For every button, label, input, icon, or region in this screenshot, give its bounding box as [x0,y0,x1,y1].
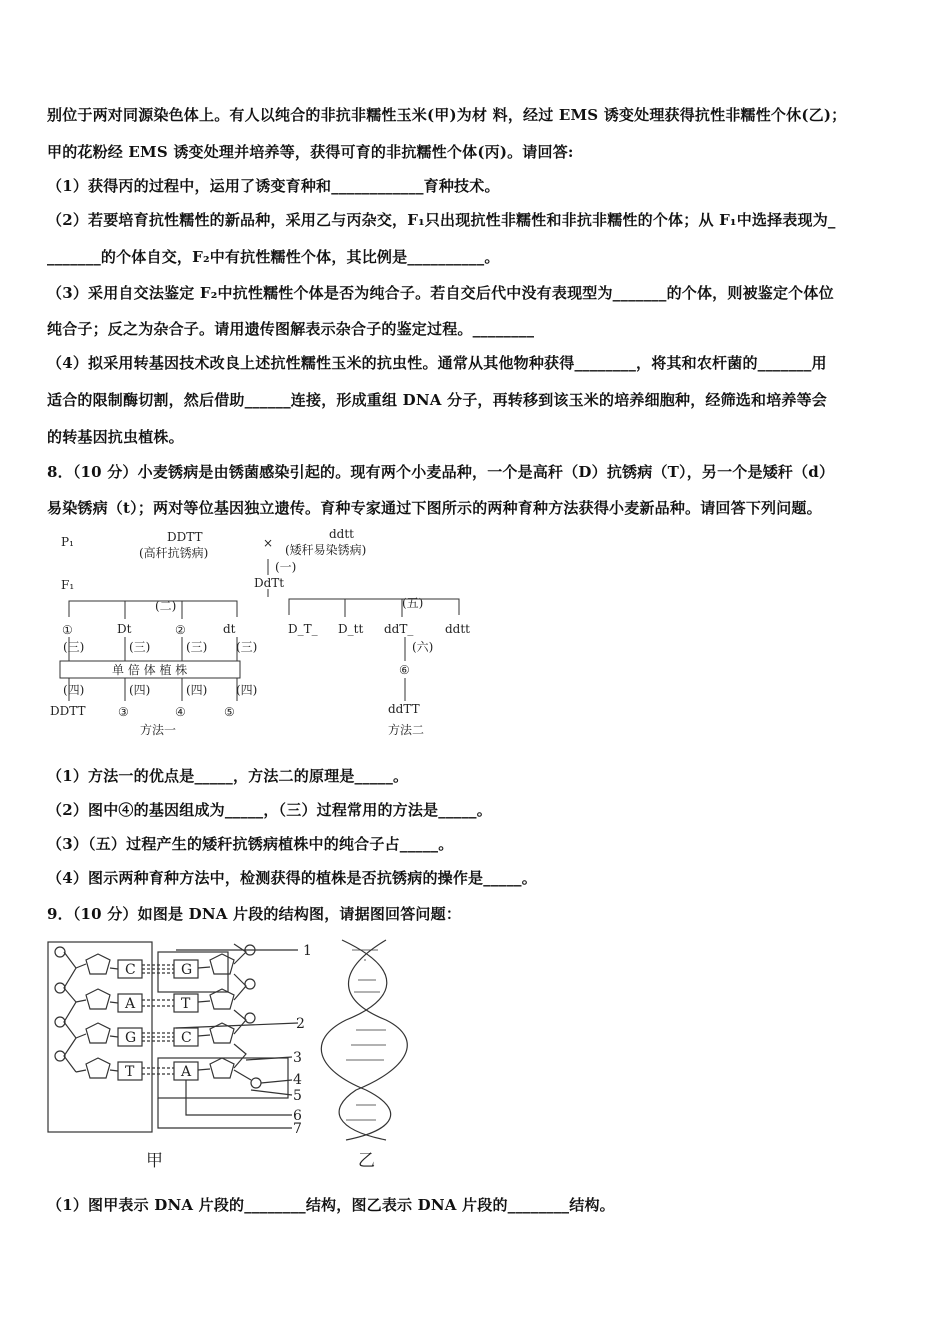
product-6: ⑥ [399,663,410,677]
step-3d: (三) [236,640,258,654]
label-1: 1 [303,943,312,959]
geno-ddtt: ddtt [445,622,471,636]
gamete-1: ① [62,623,73,637]
f1-label: F₁ [61,578,75,592]
label-2: 2 [296,1016,305,1032]
output-4: ④ [175,705,186,719]
label-4: 4 [293,1072,302,1088]
text-line-2: 甲的花粉经 EMS 诱变处理并培养等，获得可育的非抗糯性个体(丙)。请回答: [47,143,574,161]
ddtt-parent-2: ddtt [329,527,355,541]
base-left-2: A [125,996,136,1012]
geno-d-tt: D_tt [338,622,364,636]
step-3b: (三) [129,640,151,654]
step-4d: (四) [236,683,258,697]
base-right-2: T [181,996,191,1012]
base-right-1: G [181,962,193,978]
question-2: （2）若要培育抗性糯性的新品种，采用乙与丙杂交，F₁只出现抗性非糯性和非抗非糯性的个体；从 F₁中选择表现为_ [47,211,836,229]
base-right-4: A [181,1064,192,1080]
question-4-cont: 适合的限制酶切割，然后借助______连接，形成重组 DNA 分子，再转移到该玉米的培养细胞种，经筛选和培养等会 [47,391,828,409]
base-left-4: T [125,1064,135,1080]
step-3c: (三) [186,640,208,654]
label-7: 7 [293,1121,302,1137]
base-left-1: C [125,962,136,978]
question-2-cont: _______的个体自交，F₂中有抗性糯性个体，其比例是__________。 [47,248,500,266]
step-6: (六) [412,640,434,654]
geno-d-t: D_T_ [288,622,318,636]
question-4: （4）拟采用转基因技术改良上述抗性糯性玉米的抗虫性。通常从其他物种获得________，将其和农杆菌的_______用 [47,354,827,372]
output-3: ③ [118,705,129,719]
question-3: （3）采用自交法鉴定 F₂中抗性糯性个体是否为纯合子。若自交后代中没有表现型为_______的个体，则被鉴定个体位 [47,284,834,302]
gamete-dt: Dt [117,622,132,636]
result-ddtt: ddTT [388,702,420,716]
problem-9: 9．（10 分）如图是 DNA 片段的结构图，请据图回答问题： [47,905,462,923]
text-line-1: 别位于两对同源染色体上。有人以纯合的非抗非糯性玉米(甲)为材 料，经过 EMS 诱变处理获得抗性非糯性个休(乙)； [47,106,847,124]
problem-8: 8．（10 分）小麦锈病是由锈菌感染引起的。现有两个小麦品种，一个是高秆（D）抗锈病（T），另一个是矮秆（d） [47,463,835,481]
label-jia: 甲 [146,1151,163,1171]
gamete-dt2: dt [223,622,236,636]
question-3-cont: 纯合子；反之为杂合子。请用遗传图解表示杂合子的鉴定过程。________ [47,320,535,338]
label-6: 6 [293,1108,302,1124]
short-sus-label: (矮秆易染锈病) [285,543,367,557]
problem-8-q4: （4）图示两种育种方法中，检测获得的植株是否抗锈病的操作是_____。 [47,869,537,887]
method-two: 方法二 [388,723,425,737]
problem-8-q2: （2）图中④的基因组成为_____，（三）过程常用的方法是_____。 [47,801,492,819]
problem-8-q3: （3）（五）过程产生的矮秆抗锈病植株中的纯合子占_____。 [47,835,454,853]
step-4c: (四) [186,683,208,697]
problem-9-q1: （1）图甲表示 DNA 片段的________结构，图乙表示 DNA 片段的________结构。 [47,1196,615,1214]
step-4a: (四) [63,683,85,697]
ddtt-parent: DDTT [167,530,203,544]
method-one: 方法一 [140,723,177,737]
base-right-3: C [181,1030,192,1046]
question-1: （1）获得丙的过程中，运用了诱变育种和____________育种技术。 [47,177,500,195]
output-5: ⑤ [224,705,235,719]
step-4b: (四) [129,683,151,697]
label-5: 5 [293,1088,302,1104]
step-3a: (三) [63,640,85,654]
geno-dd-t: ddT_ [384,622,414,636]
label-yi: 乙 [358,1151,375,1171]
question-4-end: 的转基因抗虫植株。 [47,428,184,446]
dna-diagram [46,930,426,1175]
base-left-3: G [125,1030,137,1046]
gamete-2: ② [175,623,186,637]
p1-label: P₁ [61,535,74,549]
f1-genotype: DdTt [254,576,285,590]
label-3: 3 [293,1050,302,1066]
tall-resist-label: (高秆抗锈病) [139,546,209,560]
problem-8-cont: 易染锈病（t）；两对等位基因独立遗传。育种专家通过下图所示的两种育种方法获得小麦新品种。请回答下列问题。 [47,499,822,517]
step-1: (一) [275,560,297,574]
breeding-diagram [47,527,487,742]
step-2: (二) [155,599,177,613]
problem-8-q1: （1）方法一的优点是_____，方法二的原理是_____。 [47,767,409,785]
output-ddtt: DDTT [50,704,86,718]
step-5: (五) [402,596,424,610]
haploid-box-label: 单 倍 体 植 株 [112,663,188,677]
cross-sign: × [263,536,274,550]
